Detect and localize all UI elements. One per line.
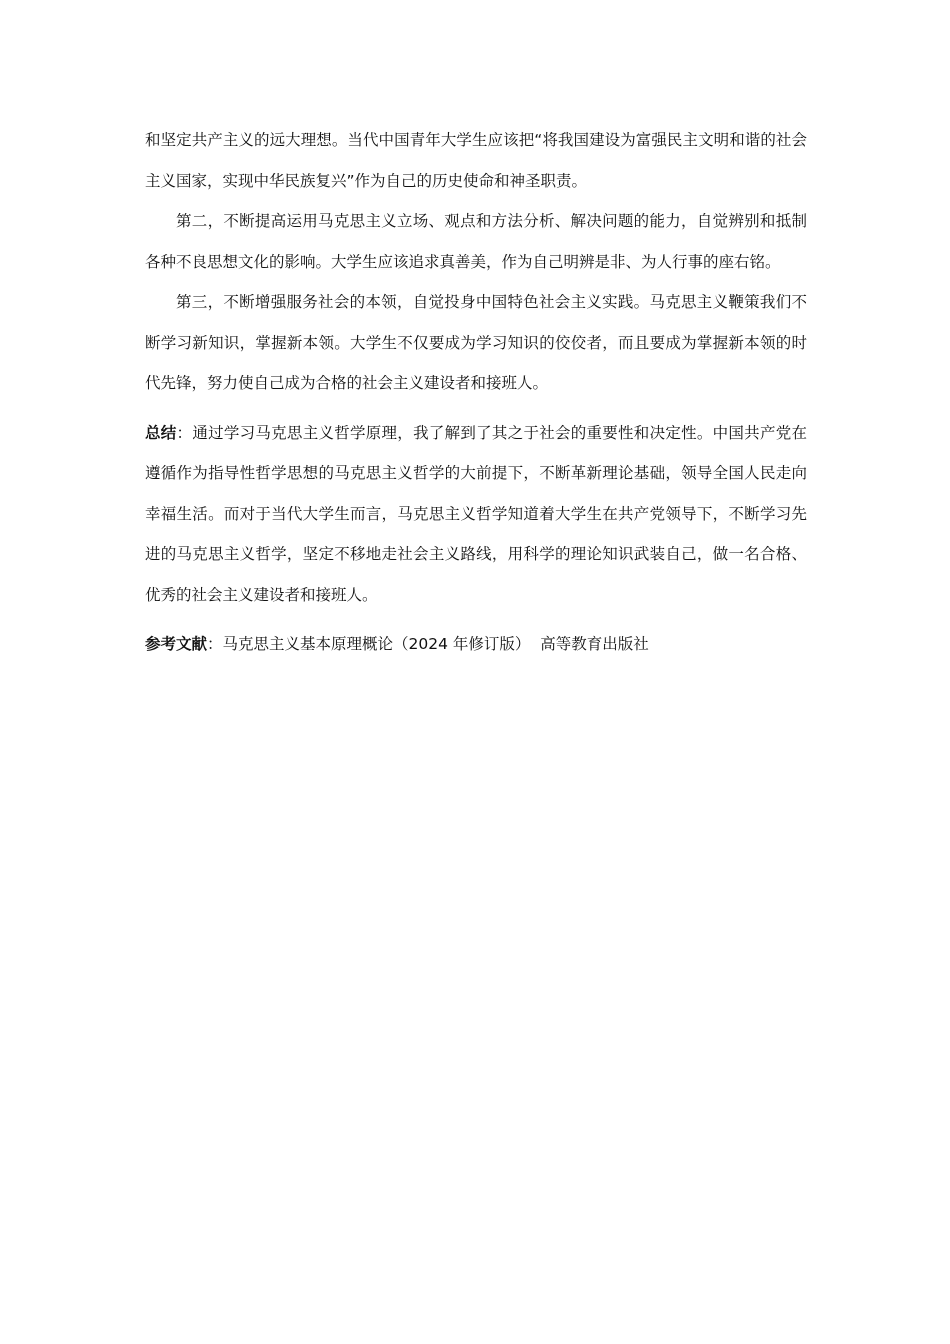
references-paragraph bbox=[145, 624, 807, 665]
paragraph-ideals: 和坚定共产主义的远大理想。当代中国青年大学生应该把“将我国建设为富强民主文明和谐的社会主义国家，实现中华民族复兴”作为自己的历史使命和神圣职责。 bbox=[145, 131, 807, 190]
summary-text: 通过学习马克思主义哲学原理，我了解到了其之于社会的重要性和决定性。中国共产党在遵循作为指导性哲学思想的马克思主义哲学的大前提下，不断革新理论基础，领导全国人民走向幸福生活。而对于当代大学生而言，马克思主义哲学知道着大学生在共产党领导下，不断学习先进的马克思主义哲学，坚定不移地走社会主义路线，用科学的理论知识武装自己，做一名合格、优秀的社会主义建设者和接班人。 bbox=[145, 423, 807, 604]
document-page bbox=[145, 120, 807, 665]
paragraph-third-point: 第三，不断增强服务社会的本领，自觉投身中国特色社会主义实践。马克思主义鞭策我们不断学习新知识，掌握新本领。大学生不仅要成为学习知识的佼佼者，而且要成为掌握新本领的时代先锋，努力使自己成为合格的社会主义建设者和接班人。 bbox=[145, 293, 807, 392]
paragraph-second-point: 第二，不断提高运用马克思主义立场、观点和方法分析、解决问题的能力，自觉辨别和抵制各种不良思想文化的影响。大学生应该追求真善美，作为自己明辨是非、为人行事的座右铭。 bbox=[145, 212, 807, 271]
references-separator: ： bbox=[207, 635, 223, 653]
references-text: 马克思主义基本原理概论（2024 年修订版） 高等教育出版社 bbox=[222, 635, 649, 653]
summary-separator: ： bbox=[176, 423, 193, 442]
summary-paragraph bbox=[145, 413, 807, 616]
references-label: 参考文献 bbox=[145, 635, 208, 653]
summary-label: 总结 bbox=[145, 423, 177, 442]
